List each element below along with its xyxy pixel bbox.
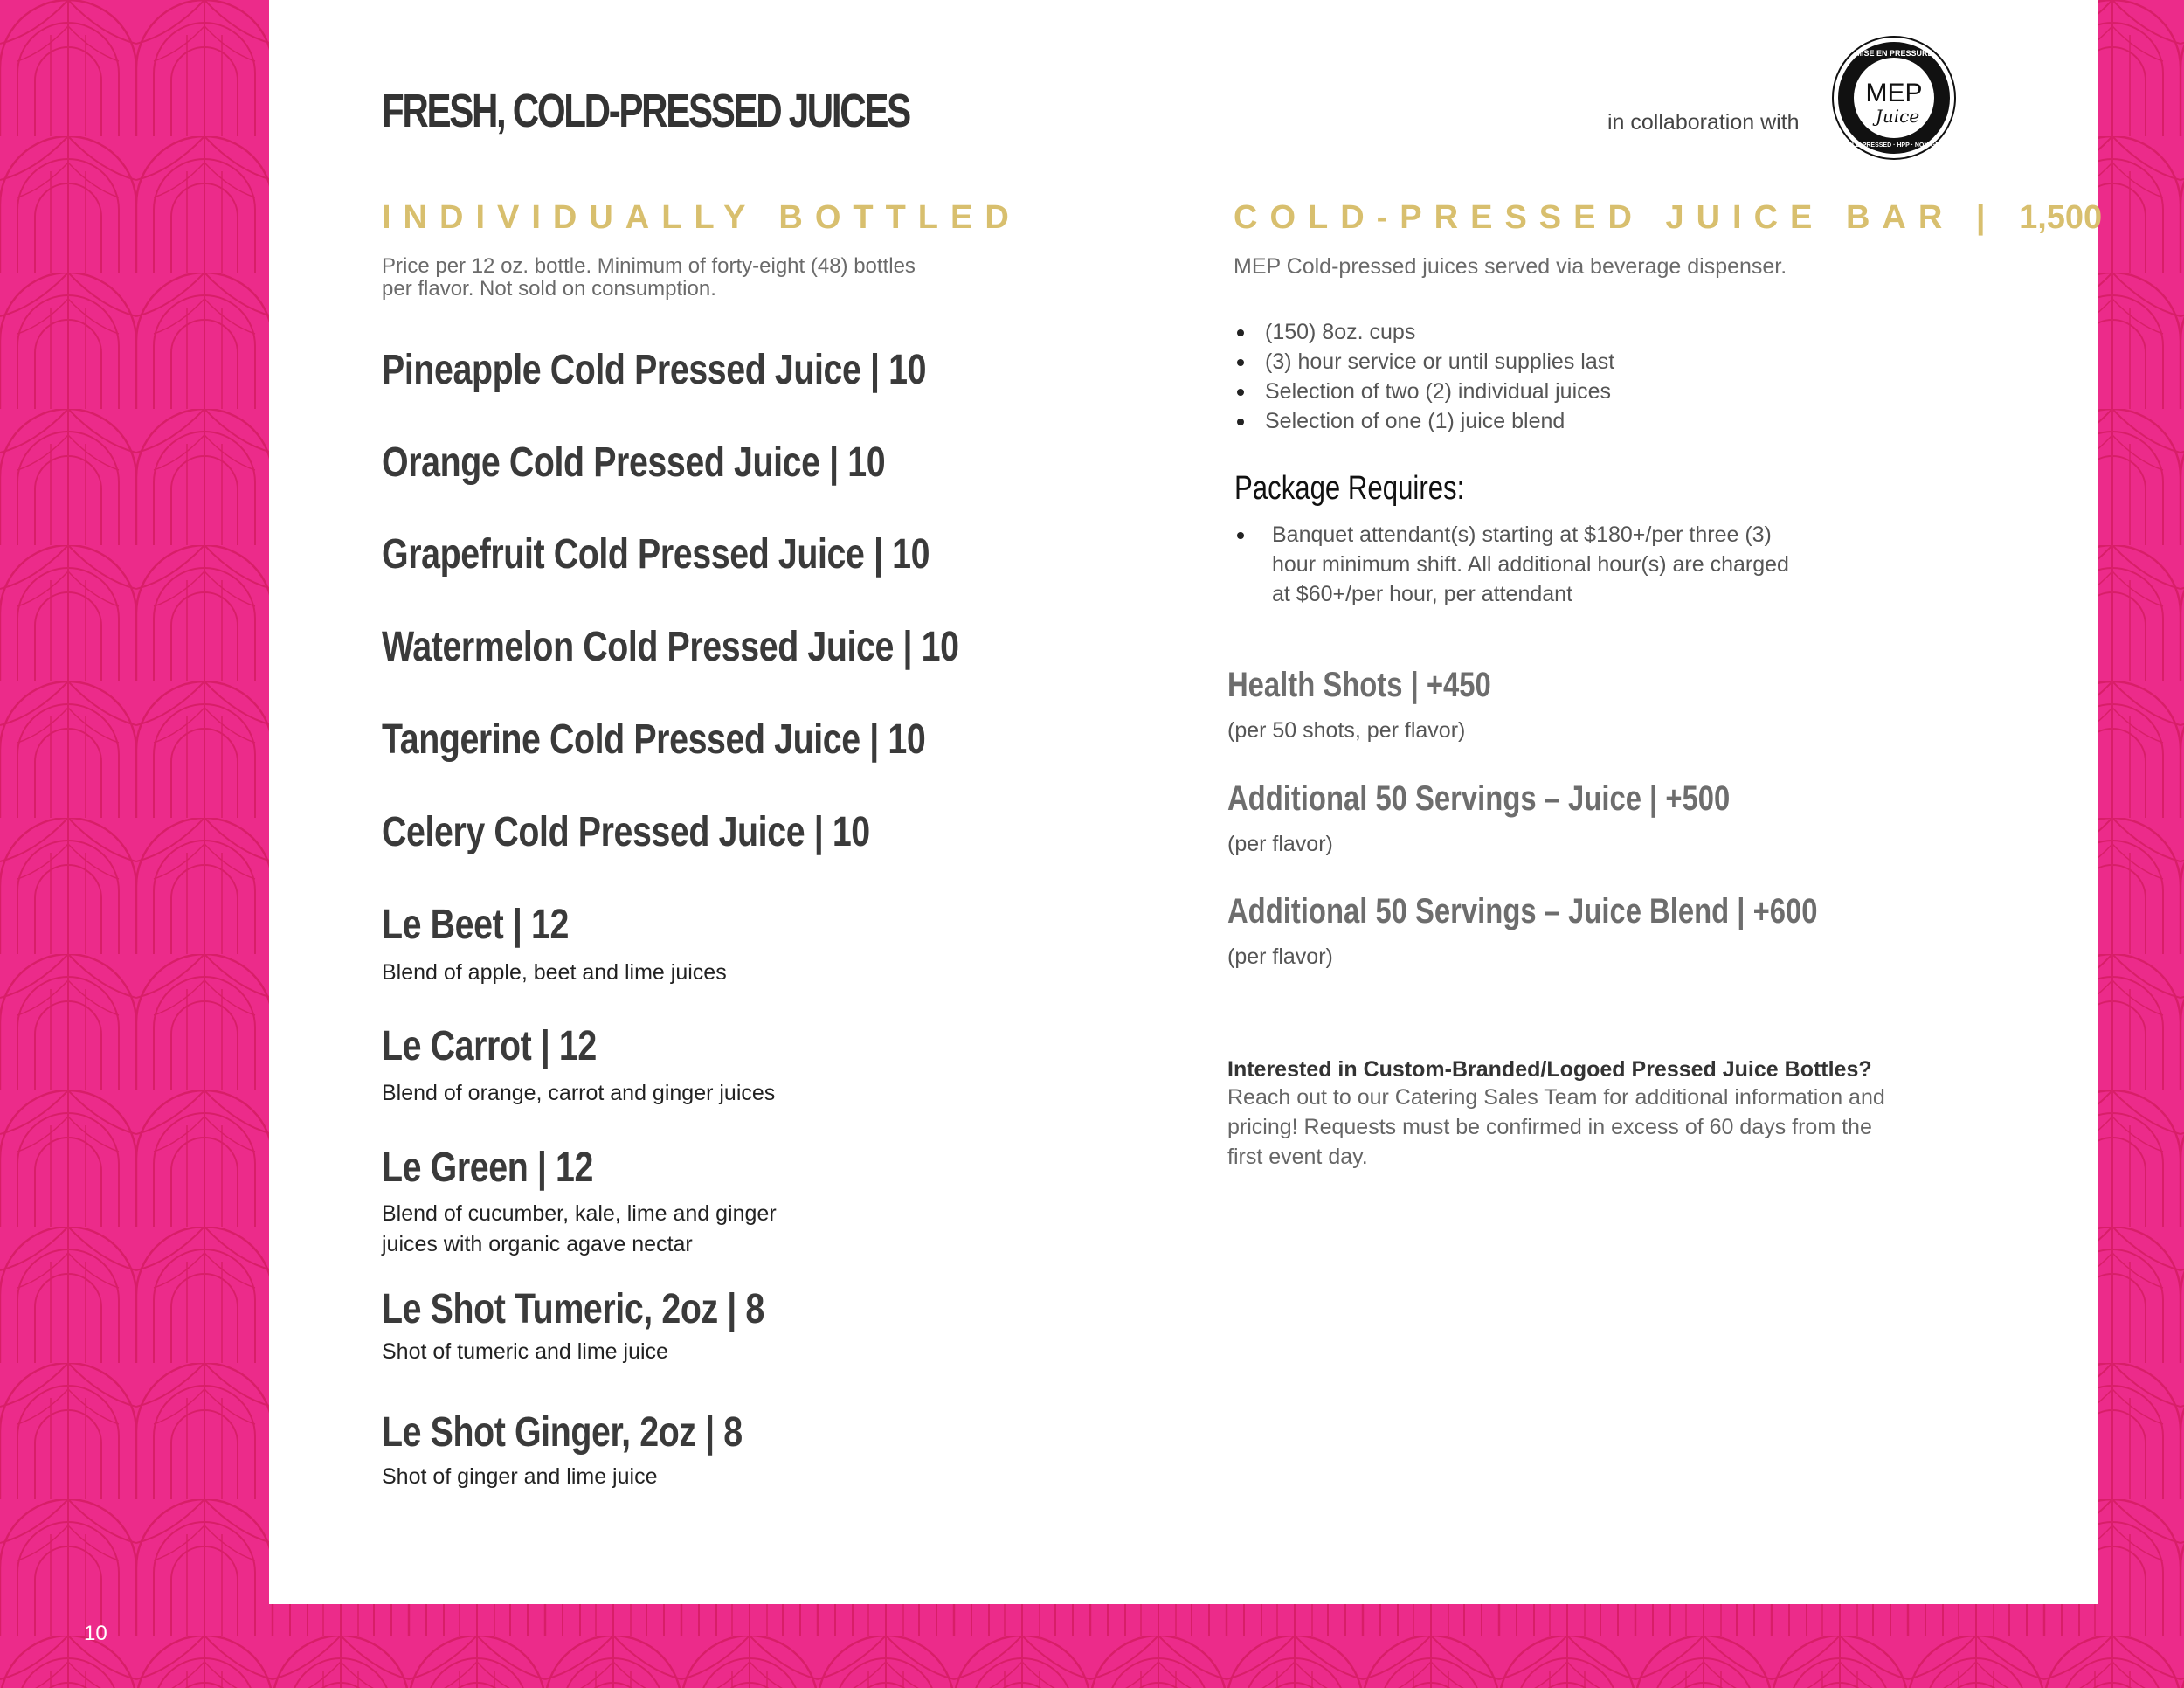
bottled-price-note: Price per 12 oz. bottle. Minimum of forty-eight (48) bottles per flavor. Not sold on consumption. xyxy=(382,254,916,301)
package-requires-title: Package Requires: xyxy=(1234,470,1465,507)
addon-health-shots-note: (per 50 shots, per flavor) xyxy=(1227,718,1466,743)
addon-additional-blend-note: (per flavor) xyxy=(1227,944,1333,969)
package-requirements xyxy=(1234,520,1793,609)
juice-bar-heading-separator: | xyxy=(1975,199,1998,236)
mep-juice-logo xyxy=(1831,35,1957,161)
list-item: Banquet attendant(s) starting at $180+/per three (3) hour minimum shift. All additional hour(s) are charged at $60+/per hour, per attendant xyxy=(1234,520,1793,609)
menu-item-le-green: Le Green | 12 xyxy=(382,1145,593,1191)
page-title: FRESH, COLD-PRESSED JUICES xyxy=(382,85,909,137)
custom-bottles-body: Reach out to our Catering Sales Team for additional information and pricing! Requests must be confirmed in excess of 60 days from the first event day. xyxy=(1227,1085,1885,1169)
menu-item-orange: Orange Cold Pressed Juice | 10 xyxy=(382,439,886,486)
menu-item-celery: Celery Cold Pressed Juice | 10 xyxy=(382,809,870,855)
collaboration-text: in collaboration with xyxy=(1607,110,1800,135)
menu-item-le-shot-ginger-desc: Shot of ginger and lime juice xyxy=(382,1464,658,1489)
menu-item-le-beet: Le Beet | 12 xyxy=(382,902,569,948)
addon-additional-juice-note: (per flavor) xyxy=(1227,832,1333,856)
addon-health-shots: Health Shots | +450 xyxy=(1227,666,1491,704)
page-number: 10 xyxy=(84,1622,107,1645)
juice-bar-heading-label: COLD-PRESSED JUICE BAR xyxy=(1234,199,1955,236)
menu-item-watermelon: Watermelon Cold Pressed Juice | 10 xyxy=(382,624,959,670)
addon-additional-blend: Additional 50 Servings – Juice Blend | +600 xyxy=(1227,892,1818,930)
menu-item-le-shot-tumeric-desc: Shot of tumeric and lime juice xyxy=(382,1339,668,1364)
menu-item-le-green-desc: Blend of cucumber, kale, lime and ginger juices with organic agave nectar xyxy=(382,1201,777,1256)
menu-item-le-shot-tumeric: Le Shot Tumeric, 2oz | 8 xyxy=(382,1286,764,1332)
svg-text:Juice: Juice xyxy=(1875,106,1920,127)
list-item: Selection of two (2) individual juices xyxy=(1234,377,1845,406)
list-item: (3) hour service or until supplies last xyxy=(1234,347,1845,377)
svg-text:MISE EN PRESSURE: MISE EN PRESSURE xyxy=(1855,49,1933,58)
list-item: Selection of one (1) juice blend xyxy=(1234,406,1845,436)
juice-bar-intro: MEP Cold-pressed juices served via beverage dispenser. xyxy=(1234,254,1787,279)
list-item: (150) 8oz. cups xyxy=(1234,317,1845,347)
juice-bar-inclusions xyxy=(1234,317,1845,436)
svg-text:COLD-PRESSED · HPP · NON-GMO: COLD-PRESSED · HPP · NON-GMO xyxy=(1842,142,1946,149)
juice-bar-price: 1,500 xyxy=(2019,199,2103,236)
menu-item-le-carrot-desc: Blend of orange, carrot and ginger juices xyxy=(382,1081,776,1105)
menu-item-pineapple: Pineapple Cold Pressed Juice | 10 xyxy=(382,347,927,393)
individually-bottled-heading: INDIVIDUALLY BOTTLED xyxy=(382,199,1021,236)
custom-bottles-question: Interested in Custom-Branded/Logoed Pressed Juice Bottles? xyxy=(1227,1057,1872,1082)
menu-item-le-shot-ginger: Le Shot Ginger, 2oz | 8 xyxy=(382,1409,743,1456)
menu-item-le-carrot: Le Carrot | 12 xyxy=(382,1023,597,1069)
svg-text:MEP: MEP xyxy=(1865,79,1923,107)
menu-item-le-beet-desc: Blend of apple, beet and lime juices xyxy=(382,960,727,985)
menu-item-grapefruit: Grapefruit Cold Pressed Juice | 10 xyxy=(382,531,930,578)
menu-item-tangerine: Tangerine Cold Pressed Juice | 10 xyxy=(382,716,926,763)
juice-bar-heading xyxy=(1234,199,2102,237)
addon-additional-juice: Additional 50 Servings – Juice | +500 xyxy=(1227,779,1731,818)
